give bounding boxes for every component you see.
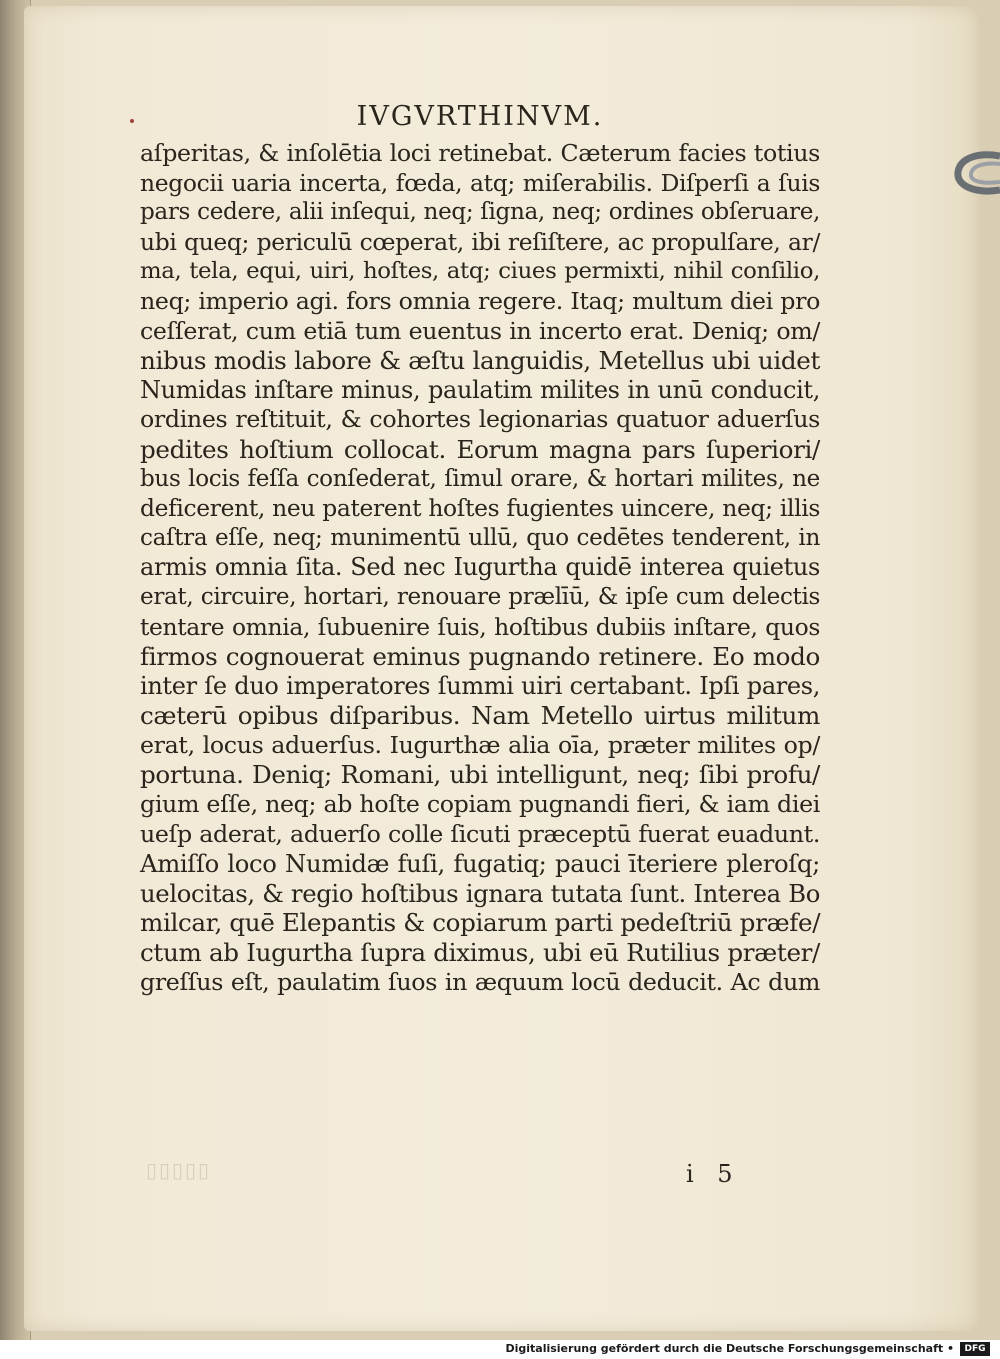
text-line: ueſp aderat, aduerſo colle ſicuti præceptū fuerat euadunt. [140,819,820,848]
text-line: negocii uaria incerta, fœda, atq; miſerabilis. Diſperſi a ſuis [140,168,820,197]
text-line: inter ſe duo imperatores ſummi uiri certabant. Ipſi pares, [140,671,820,700]
rubric-dot [130,119,134,123]
text-line: greſſus eſt, paulatim ſuos in æquum locū deducit. Ac dum [140,967,820,996]
text-line: aſperitas, & inſolētia loci retinebat. Cæterum facies totius [140,139,820,167]
text-line: uelocitas, & regio hoſtibus ignara tutata ſunt. Interea Bo [140,878,820,908]
text-line: ma, tela, equi, uiri, hoſtes, atq; ciues permixti, nihil conſilio, [140,258,820,285]
text-line: caſtra eſſe, neq; munimentū ullū, quo cedētes tenderent, in [140,524,820,551]
text-line: ordines reſtituit, & cohortes legionarias quatuor aduerſus [140,405,820,434]
text-line: cæterū opibus diſparibus. Nam Metello uirtus militum [140,701,820,731]
text-line: tentare omnia, ſubuenire ſuis, hoſtibus dubiis inſtare, quos [140,612,820,641]
text-body [140,139,820,997]
text-line: ubi queq; periculū cœperat, ibi reſiſtere, ac propulſare, ar/ [140,227,820,256]
running-head: IVGVRTHINVM. [356,101,604,132]
text-line: neq; imperio agi. fors omnia regere. Itaq; multum diei pro [140,286,820,315]
text-line: erat, circuire, hortari, renouare prælīū, & ipſe cum delectis [140,583,820,610]
text-line: ctum ab Iugurtha ſupra diximus, ubi eū Rutilius præter/ [140,938,820,968]
text-line: bus locis feſſa conſederat, ſimul orare, & hortari milites, ne [140,465,820,492]
footer-bar [0,1340,1000,1359]
paper-clip-icon [938,148,1000,200]
text-line: pars cedere, alii inſequi, neq; ſigna, neq; ordines obſeruare, [140,199,820,226]
text-line: firmos cognouerat eminus pugnando retinere. Eo modo [140,642,820,672]
funding-credit: Digitalisierung gefördert durch die Deutsche Forschungsgemeinschaft • [505,1342,954,1355]
text-line: nibus modis labore & æſtu languidis, Metellus ubi uidet [140,346,820,376]
text-block [140,95,820,997]
text-line: Amiſſo loco Numidæ fuſi, fugatiq; pauci īteriere pleroſq; [140,849,820,879]
text-line: milcar, quē Elepantis & copiarum parti pedeſtriū præfe/ [140,908,821,938]
text-line: portuna. Deniq; Romani, ubi intelligunt, neq; ſibi profu/ [140,760,820,790]
show-through-text: ▯▯▯▯▯ [146,1158,212,1182]
text-line: pedites hoſtium collocat. Eorum magna pars ſuperiori/ [140,434,820,464]
text-line: Numidas inſtare minus, paulatim milites in unū conducit, [140,375,820,404]
text-line: gium eſſe, neq; ab hoſte copiam pugnandi fieri, & iam diei [140,790,820,819]
dfg-logo-icon: DFG [960,1342,990,1356]
signature-mark: i 5 [686,1160,741,1188]
text-line: erat, locus aduerſus. Iugurthæ alia oīa, præter milites op/ [140,730,820,759]
text-line: ceſſerat, cum etiā tum euentus in incerto erat. Deniq; om/ [140,316,820,345]
text-line: armis omnia ſita. Sed nec Iugurtha quidē interea quietus [140,553,820,582]
text-line: deficerent, neu paterent hoſtes fugientes uincere, neq; illis [140,494,820,523]
